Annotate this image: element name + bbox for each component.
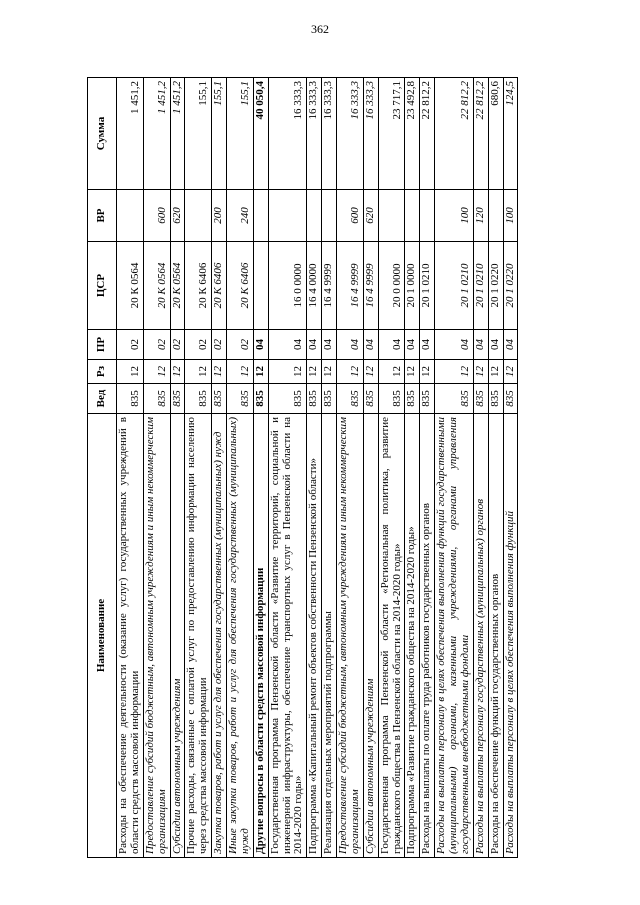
budget-table (87, 77, 518, 858)
table-row (473, 78, 488, 858)
cell-rz: 12 (253, 360, 268, 384)
cell-sum: 1 451,2 (117, 78, 144, 190)
cell-name: Расходы на выплаты по оплате труда работников государственных органов (420, 414, 435, 858)
table-body (117, 78, 518, 858)
table-row (170, 78, 185, 858)
cell-name: Закупка товаров, работ и услуг для обеспечения государственных (муниципальных) нужд (212, 414, 227, 858)
cell-ved: 835 (405, 384, 420, 414)
table-row (268, 78, 307, 858)
cell-pr: 02 (117, 330, 144, 360)
cell-ved: 835 (473, 384, 488, 414)
cell-vr (405, 190, 420, 242)
table-row (363, 78, 378, 858)
cell-ved: 835 (307, 384, 322, 414)
cell-vr: 600 (143, 190, 170, 242)
table-header (88, 78, 117, 858)
cell-name: Подпрограмма «Развитие гражданского общества на 2014-2020 годы» (405, 414, 420, 858)
cell-pr: 04 (378, 330, 405, 360)
cell-rz: 12 (363, 360, 378, 384)
cell-csr: 20 0 0000 (378, 242, 405, 330)
cell-csr: 20 К 0564 (170, 242, 185, 330)
cell-name: Расходы на выплаты персоналу в целях обеспечения выполнения функций (503, 414, 518, 858)
cell-csr: 20 К 0564 (143, 242, 170, 330)
cell-ved: 835 (337, 384, 364, 414)
cell-rz: 12 (143, 360, 170, 384)
table-row (185, 78, 212, 858)
cell-csr: 20 1 0220 (488, 242, 503, 330)
cell-sum: 1 451,2 (170, 78, 185, 190)
cell-ved: 835 (420, 384, 435, 414)
table-row (227, 78, 254, 858)
cell-csr: 20 1 0210 (473, 242, 488, 330)
cell-rz: 12 (268, 360, 307, 384)
cell-csr: 20 К 6406 (185, 242, 212, 330)
cell-rz: 12 (185, 360, 212, 384)
cell-sum: 16 333,3 (268, 78, 307, 190)
cell-csr (253, 242, 268, 330)
cell-vr (268, 190, 307, 242)
table-row (212, 78, 227, 858)
cell-sum: 155,1 (227, 78, 254, 190)
cell-ved: 835 (170, 384, 185, 414)
cell-rz: 12 (227, 360, 254, 384)
cell-pr: 04 (253, 330, 268, 360)
cell-rz: 12 (170, 360, 185, 384)
cell-rz: 12 (420, 360, 435, 384)
header-vr: ВР (88, 190, 117, 242)
cell-csr: 16 0 0000 (268, 242, 307, 330)
cell-pr: 04 (488, 330, 503, 360)
table-row (420, 78, 435, 858)
cell-name: Расходы на обеспечение деятельности (оказание услуг) государственных учреждений в области средств массовой информации (117, 414, 144, 858)
cell-vr: 100 (435, 190, 474, 242)
cell-vr: 200 (212, 190, 227, 242)
cell-name: Другие вопросы в области средств массовой информации (253, 414, 268, 858)
cell-name: Подпрограмма «Капитальный ремонт объектов собственности Пензенской области» (307, 414, 322, 858)
cell-vr (185, 190, 212, 242)
cell-rz: 12 (435, 360, 474, 384)
cell-vr: 620 (363, 190, 378, 242)
cell-vr (117, 190, 144, 242)
cell-ved: 835 (185, 384, 212, 414)
cell-ved: 835 (363, 384, 378, 414)
cell-name: Предоставление субсидий бюджетным, автономным учреждениям и иным некоммерческим организациям (143, 414, 170, 858)
cell-pr: 02 (185, 330, 212, 360)
table-row (307, 78, 322, 858)
cell-sum: 22 812,2 (420, 78, 435, 190)
cell-ved: 835 (227, 384, 254, 414)
cell-csr: 16 4 0000 (307, 242, 322, 330)
cell-pr: 02 (227, 330, 254, 360)
cell-vr: 100 (503, 190, 518, 242)
cell-vr: 120 (473, 190, 488, 242)
table-row (117, 78, 144, 858)
cell-csr: 16 4 9999 (363, 242, 378, 330)
cell-pr: 04 (503, 330, 518, 360)
cell-rz: 12 (322, 360, 337, 384)
cell-sum: 155,1 (185, 78, 212, 190)
cell-pr: 04 (435, 330, 474, 360)
cell-vr: 620 (170, 190, 185, 242)
cell-vr: 600 (337, 190, 364, 242)
table-row (488, 78, 503, 858)
cell-pr: 02 (170, 330, 185, 360)
cell-name: Реализация отдельных мероприятий подпрограммы (322, 414, 337, 858)
table-row (253, 78, 268, 858)
cell-pr: 04 (307, 330, 322, 360)
cell-sum: 40 050,4 (253, 78, 268, 190)
cell-ved: 835 (488, 384, 503, 414)
cell-ved: 835 (117, 384, 144, 414)
cell-name: Расходы на выплаты персоналу в целях обеспечения выполнения функций государственными (муниципальными) органами, казенными учреждениями, органами управления государственными внебюджетными фондами (435, 414, 474, 858)
cell-rz: 12 (337, 360, 364, 384)
header-rz: Рз (88, 360, 117, 384)
table-row (143, 78, 170, 858)
cell-name: Субсидии автономным учреждениям (363, 414, 378, 858)
table-row (435, 78, 474, 858)
cell-csr: 20 1 0220 (503, 242, 518, 330)
cell-csr: 20 1 0000 (405, 242, 420, 330)
cell-rz: 12 (117, 360, 144, 384)
cell-name: Иные закупки товаров, работ и услуг для обеспечения государственных (муниципальных) нужд (227, 414, 254, 858)
header-ved: Вед (88, 384, 117, 414)
cell-vr (378, 190, 405, 242)
cell-pr: 02 (143, 330, 170, 360)
cell-pr: 04 (473, 330, 488, 360)
cell-sum: 124,5 (503, 78, 518, 190)
cell-rz: 12 (307, 360, 322, 384)
cell-sum: 22 812,2 (435, 78, 474, 190)
cell-csr: 20 К 6406 (227, 242, 254, 330)
cell-csr: 16 4 9999 (322, 242, 337, 330)
cell-rz: 12 (378, 360, 405, 384)
table-row (405, 78, 420, 858)
cell-name: Предоставление субсидий бюджетным, автономным учреждениям и иным некоммерческим организациям (337, 414, 364, 858)
cell-sum: 16 333,3 (337, 78, 364, 190)
cell-csr: 20 1 0210 (420, 242, 435, 330)
cell-vr (488, 190, 503, 242)
cell-ved: 835 (322, 384, 337, 414)
cell-pr: 04 (322, 330, 337, 360)
cell-csr: 20 К 0564 (117, 242, 144, 330)
table-row (503, 78, 518, 858)
header-pr: ПР (88, 330, 117, 360)
cell-ved: 835 (378, 384, 405, 414)
cell-sum: 22 812,2 (473, 78, 488, 190)
cell-sum: 155,1 (212, 78, 227, 190)
cell-csr: 20 К 6406 (212, 242, 227, 330)
cell-rz: 12 (488, 360, 503, 384)
cell-sum: 23 717,1 (378, 78, 405, 190)
cell-pr: 04 (363, 330, 378, 360)
cell-sum: 680,6 (488, 78, 503, 190)
cell-ved: 835 (253, 384, 268, 414)
cell-pr: 04 (268, 330, 307, 360)
table-row (378, 78, 405, 858)
cell-ved: 835 (212, 384, 227, 414)
cell-pr: 04 (405, 330, 420, 360)
cell-vr (420, 190, 435, 242)
cell-sum: 16 333,3 (307, 78, 322, 190)
cell-sum: 1 451,2 (143, 78, 170, 190)
cell-sum: 16 333,3 (322, 78, 337, 190)
cell-ved: 835 (268, 384, 307, 414)
cell-rz: 12 (473, 360, 488, 384)
cell-rz: 12 (405, 360, 420, 384)
cell-sum: 23 492,8 (405, 78, 420, 190)
cell-name: Расходы на обеспечение функций государственных органов (488, 414, 503, 858)
cell-rz: 12 (503, 360, 518, 384)
cell-rz: 12 (212, 360, 227, 384)
cell-csr: 16 4 9999 (337, 242, 364, 330)
cell-vr (322, 190, 337, 242)
cell-name: Субсидии автономным учреждениям (170, 414, 185, 858)
cell-name: Государственная программа Пензенской области «Развитие территорий, социальной и инженерной инфраструктуры, обеспечение транспортных услуг в Пензенской области на 2014-2020 годы» (268, 414, 307, 858)
cell-csr: 20 1 0210 (435, 242, 474, 330)
cell-vr (307, 190, 322, 242)
rotated-table-container (87, 78, 617, 858)
cell-ved: 835 (435, 384, 474, 414)
cell-sum: 16 333,3 (363, 78, 378, 190)
cell-ved: 835 (143, 384, 170, 414)
cell-ved: 835 (503, 384, 518, 414)
cell-pr: 04 (337, 330, 364, 360)
page-number: 362 (311, 22, 329, 36)
cell-name: Государственная программа Пензенской области «Региональная политика, развитие гражданского общества в Пензенской области на 2014-2020 годы» (378, 414, 405, 858)
table-row (337, 78, 364, 858)
table-row (322, 78, 337, 858)
cell-pr: 04 (420, 330, 435, 360)
header-sum: Сумма (88, 78, 117, 190)
cell-name: Расходы на выплаты персоналу государственных (муниципальных) органов (473, 414, 488, 858)
cell-name: Прочие расходы, связанные с оплатой услуг по предоставлению информации населению через средства массовой информации (185, 414, 212, 858)
cell-pr: 02 (212, 330, 227, 360)
cell-vr: 240 (227, 190, 254, 242)
header-csr: ЦСР (88, 242, 117, 330)
cell-vr (253, 190, 268, 242)
header-name: Наименование (88, 414, 117, 858)
